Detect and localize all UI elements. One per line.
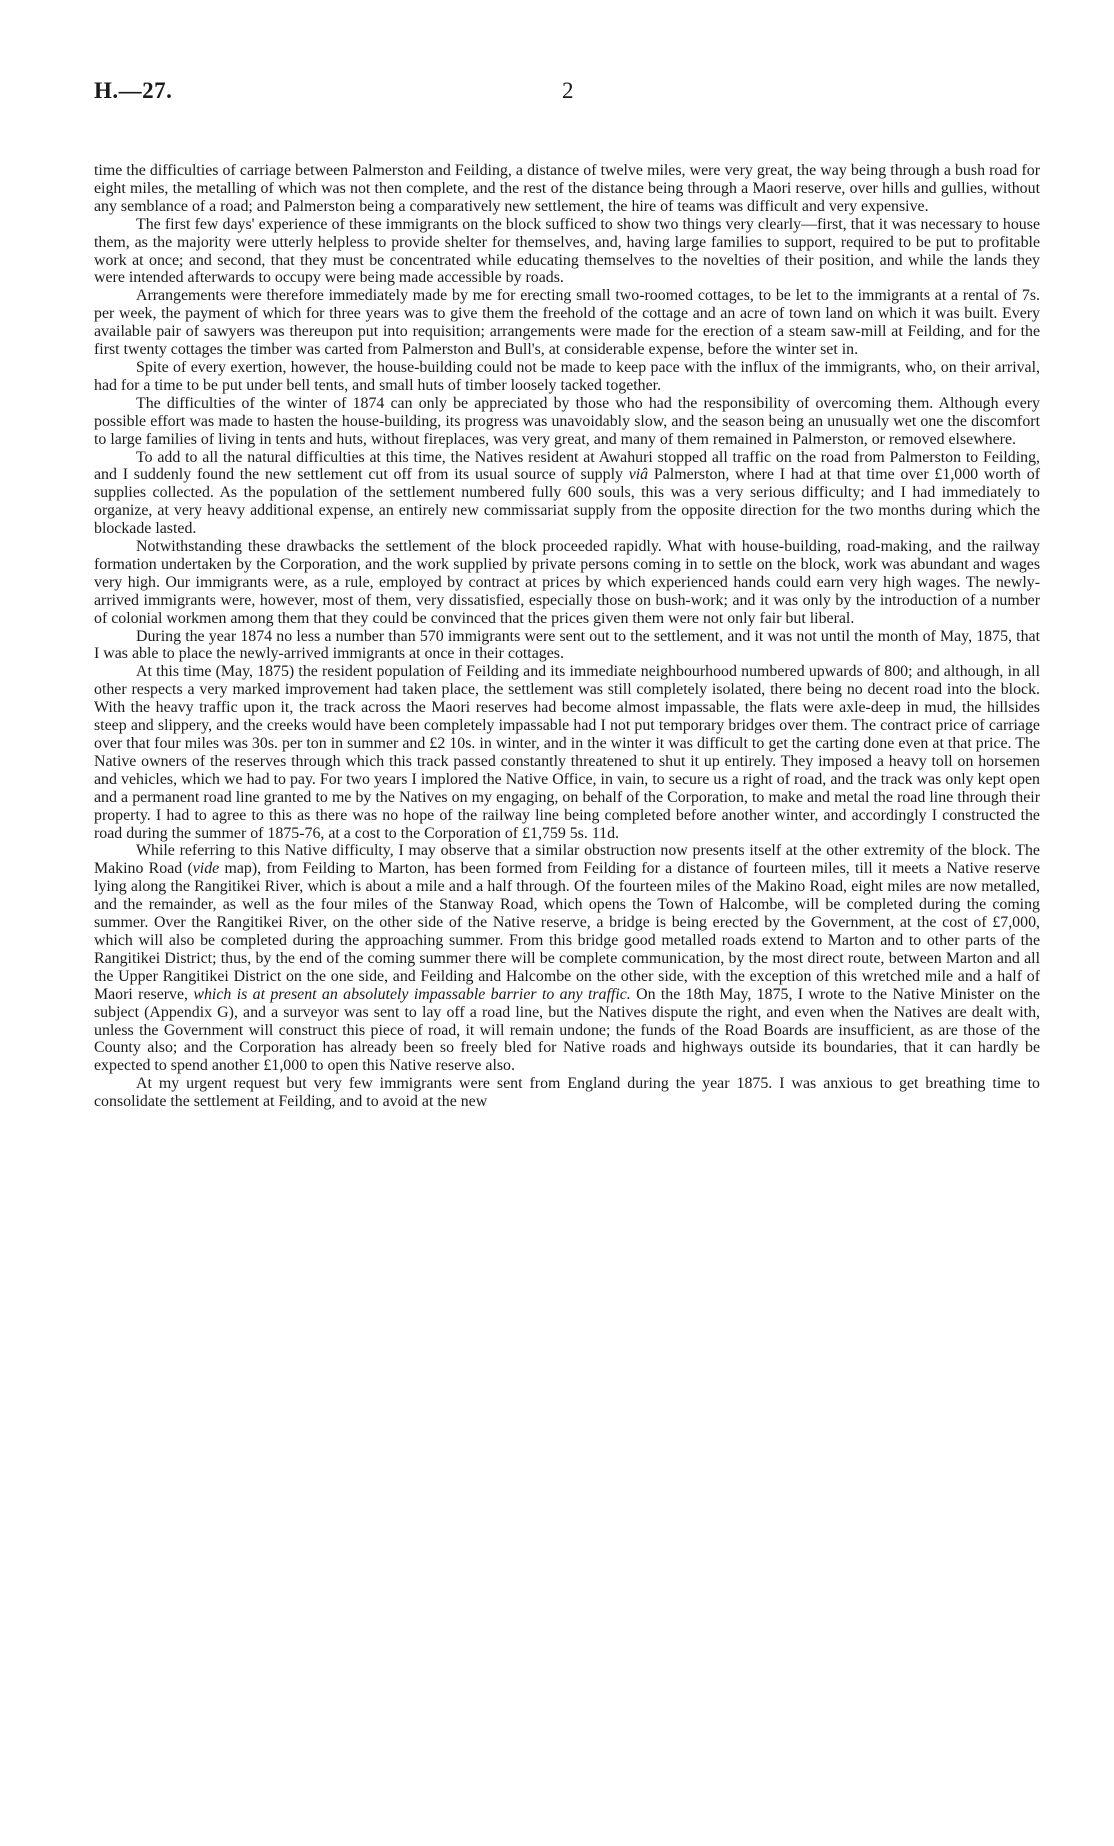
paragraph bbox=[94, 842, 1040, 1075]
italic-text: viâ bbox=[628, 466, 649, 484]
paragraph bbox=[94, 287, 1040, 359]
paragraph-text: time the difficulties of carriage between Palmerston and Feilding, a distance of twelve miles, were very great, the way being through a bush road for eight miles, the metalling of which was not then complete, and the rest of the distance being through a Maori reserve, over hills and gullies, without any semblance of a road; and Palmerston being a comparatively new settlement, the hire of teams was difficult and very expensive. bbox=[94, 162, 1040, 215]
paragraph-text: Notwithstanding these drawbacks the settlement of the block proceeded rapidly. What with house-building, road-making, and the railway formation undertaken by the Corporation, and the work supplied by private persons coming in to settle on the block, work was abundant and wages very high. Our immigrants were, as a rule, employed by contract at prices by which experienced hands could earn very high wages. The newly-arrived immigrants were, however, most of them, very dissatisfied, especially those on bush-work; and it was only by the introduction of a number of colonial workmen among them that they could be convinced that the prices given them were not only fair but liberal. bbox=[94, 538, 1040, 627]
paragraph bbox=[94, 359, 1040, 395]
paragraph-text: map), from Feilding to Marton, has been formed from Feilding for a distance of fourteen miles, till it meets a Native reserve lying along the Rangitikei River, which is about a mile and a half through. Of the fourteen miles of the Makino Road, eight miles are now metalled, and the remainder, as well as the four miles of the Stanway Road, which opens the Town of Halcombe, will be completed during the coming summer. Over the Rangitikei River, on the other side of the Native reserve, a bridge is being erected by the Government, at the cost of £7,000, which will also be completed during the approaching summer. From this bridge good metalled roads extend to Marton and to other parts of the Rangitikei District; thus, by the end of the coming summer there will be complete communication, by the most direct route, between Marton and all the Upper Rangitikei District on the one side, and Feilding and Halcombe on the other side, with the exception of this wretched mile and a half of Maori reserve, bbox=[94, 860, 1040, 1003]
paragraph bbox=[94, 216, 1040, 288]
document-page bbox=[94, 78, 1040, 1111]
paragraph-text: Spite of every exertion, however, the house-building could not be made to keep pace with the influx of the immigrants, who, on their arrival, had for a time to be put under bell tents, and small huts of timber loosely tacked together. bbox=[94, 358, 1040, 394]
paragraph bbox=[94, 1075, 1040, 1111]
paragraph-text: At this time (May, 1875) the resident population of Feilding and its immediate neighbourhood numbered upwards of 800; and although, in all other respects a very marked improvement had taken place, the settlement was still completely isolated, there being no decent road into the block. With the heavy traffic upon it, the track across the Maori reserves had become almost impassable, the flats were axle-deep in mud, the hillsides steep and slippery, and the creeks would have been completely impassable had I not put temporary bridges over them. The contract price of carriage over that four miles was 30s. per ton in summer and £2 10s. in winter, and in the winter it was difficult to get the carting done even at that price. The Native owners of the reserves through which this track passed constantly threatened to shut it up entirely. They imposed a heavy toll on horsemen and vehicles, which we had to pay. For two years I implored the Native Office, in vain, to secure us a right of road, and the track was only kept open and a permanent road line granted to me by the Natives on my engaging, on behalf of the Corporation, to make and metal the road line through their property. I had to agree to this as there was no hope of the railway line being completed before another winter, and accordingly I constructed the road during the summer of 1875-76, at a cost to the Corporation of £1,759 5s. 11d. bbox=[94, 663, 1040, 842]
page-header bbox=[94, 78, 1040, 118]
paragraph-text: The difficulties of the winter of 1874 can only be appreciated by those who had the responsibility of overcoming them. Although every possible effort was made to hasten the house-building, its progress was unavoidably slow, and the season being an unusually wet one the discomfort to large families of living in tents and huts, without fireplaces, was very great, and many of them remained in Palmerston, or removed elsewhere. bbox=[94, 394, 1040, 448]
paragraph-text: Arrangements were therefore immediately made by me for erecting small two-roomed cottages, to be let to the immigrants at a rental of 7s. per week, the payment of which for three years was to give them the freehold of the cottage and an acre of town land on which it was built. Every available pair of sawyers was thereupon put into requisition; arrangements were made for the erection of a steam saw-mill at Feilding, and for the first twenty cottages the timber was carted from Palmerston and Bull's, at considerable expense, before the winter set in. bbox=[94, 287, 1040, 359]
paragraph bbox=[94, 162, 1040, 216]
paragraph bbox=[94, 449, 1040, 539]
paragraph bbox=[94, 628, 1040, 664]
paragraph bbox=[94, 663, 1040, 842]
page-number: 2 bbox=[562, 78, 574, 103]
paragraph bbox=[94, 538, 1040, 628]
italic-emphasis-text: which is at present an absolutely impassable barrier to any traffic. bbox=[193, 985, 631, 1003]
paragraph-text: During the year 1874 no less a number than 570 immigrants were sent out to the settlement, and it was not until the month of May, 1875, that I was able to place the newly-arrived immigrants at once in their cottages. bbox=[94, 627, 1040, 663]
document-reference: H.—27. bbox=[94, 78, 173, 103]
paragraph bbox=[94, 395, 1040, 449]
italic-text: vide bbox=[192, 860, 220, 878]
paragraph-text: Palmerston, where I had at that time over £1,000 worth of supplies collected. As the population of the settlement numbered fully 600 souls, this was a very serious difficulty; and I had immediately to organize, at very heavy additional expense, an entirely new commissariat supply from the opposite direction for the two months during which the blockade lasted. bbox=[94, 466, 1040, 538]
paragraph-text: While referring to this Native difficulty, I may observe that a similar obstruction now presents itself at the other extremity of the block. The Makino Road ( bbox=[94, 842, 1040, 878]
paragraph-text: On the 18th May, 1875, I wrote to the Native Minister on the subject (Appendix G), and a surveyor was sent to lay off a road line, but the Natives dispute the right, and even when the Natives are dealt with, unless the Government will construct this piece of road, it will remain undone; the funds of the Road Boards are insufficient, as are those of the County also; and the Corporation has already been so freely bled for Native roads and highways outside its boundaries, that it can hardly be expected to spend another £1,000 to open this Native reserve also. bbox=[94, 985, 1041, 1075]
paragraph-text: The first few days' experience of these immigrants on the block sufficed to show two things very clearly—first, that it was necessary to house them, as the majority were utterly helpless to provide shelter for themselves, and, having large families to support, required to be put to profitable work at once; and second, that they must be concentrated while educating themselves to the novelties of their position, and while the lands they were intended afterwards to occupy were being made accessible by roads. bbox=[94, 215, 1040, 287]
paragraph-text: To add to all the natural difficulties at this time, the Natives resident at Awahuri stopped all traffic on the road from Palmerston to Feilding, and I suddenly found the new settlement cut off from its usual source of supply bbox=[94, 448, 1040, 484]
paragraph-text: At my urgent request but very few immigrants were sent from England during the year 1875. I was anxious to get breathing time to consolidate the settlement at Feilding, and to avoid at the new bbox=[94, 1075, 1040, 1111]
body-text bbox=[94, 162, 1040, 1111]
